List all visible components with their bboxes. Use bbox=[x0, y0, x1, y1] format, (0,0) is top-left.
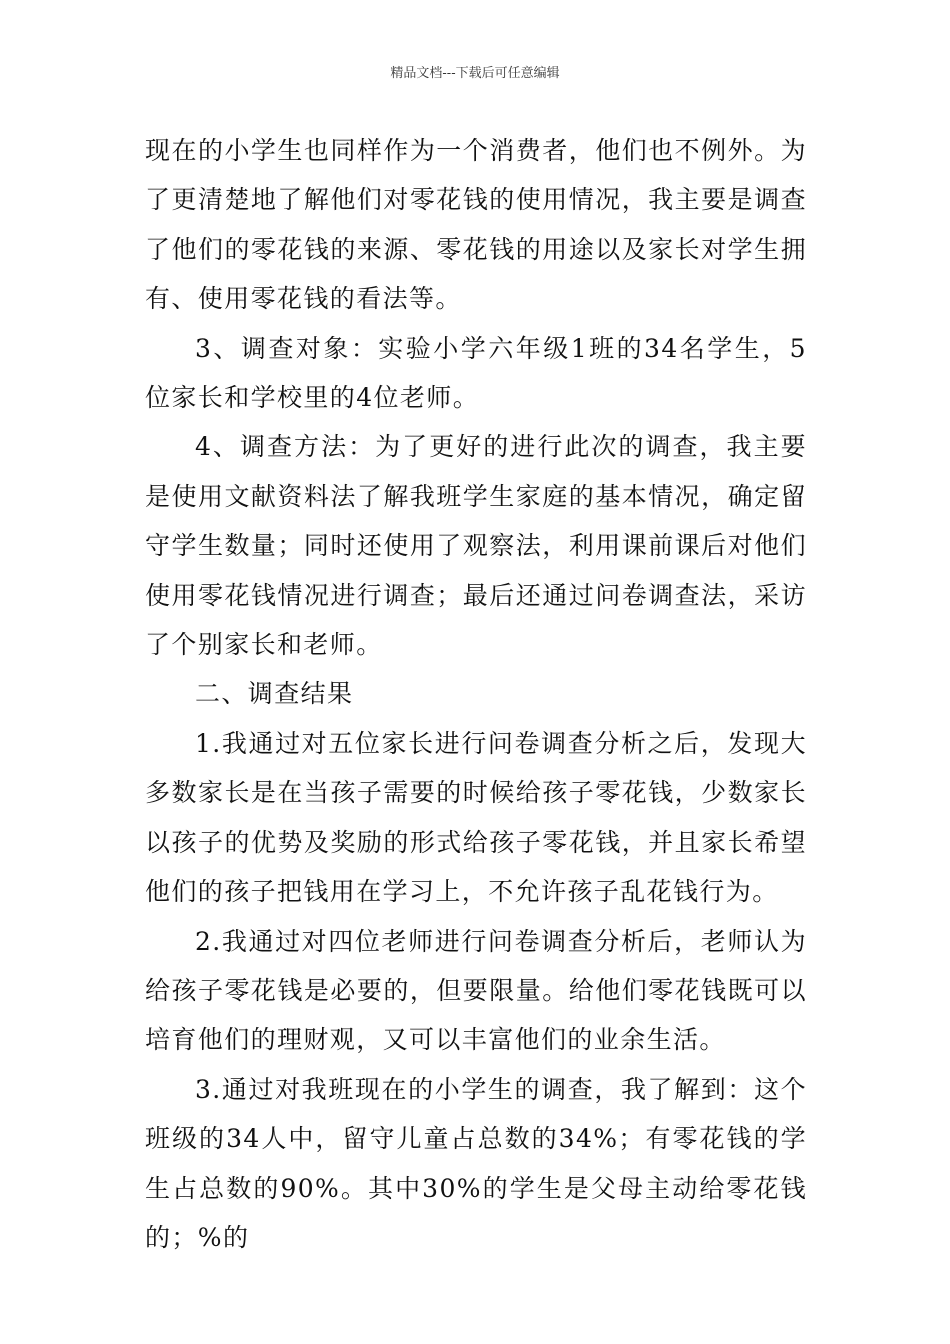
paragraph-result-students: 3.通过对我班现在的小学生的调查，我了解到：这个班级的34人中，留守儿童占总数的34%；有零花钱的学生占总数的90%。其中30%的学生是父母主动给零花钱的；%的 bbox=[145, 1074, 807, 1252]
section-heading-results: 二、调查结果 bbox=[195, 679, 354, 709]
paragraph-survey-methods: 4、调查方法：为了更好的进行此次的调查，我主要是使用文献资料法了解我班学生家庭的基本情况，确定留守学生数量；同时还使用了观察法，利用课前课后对他们使用零花钱情况进行调查；最后还通过问卷调查法，采访了个别家长和老师。 bbox=[145, 432, 807, 660]
paragraph-result-teachers: 2.我通过对四位老师进行问卷调查分析后，老师认为给孩子零花钱是必要的，但要限量。给他们零花钱既可以培育他们的理财观，又可以丰富他们的业余生活。 bbox=[145, 926, 807, 1055]
document-body bbox=[145, 126, 807, 1262]
paragraph-survey-subjects: 3、调查对象：实验小学六年级1班的34名学生，5位家长和学校里的4位老师。 bbox=[145, 333, 807, 413]
paragraph-intro: 现在的小学生也同样作为一个消费者，他们也不例外。为了更清楚地了解他们对零花钱的使用情况，我主要是调查了他们的零花钱的来源、零花钱的用途以及家长对学生拥有、使用零花钱的看法等。 bbox=[145, 136, 807, 314]
paragraph-result-parents: 1.我通过对五位家长进行问卷调查分析之后，发现大多数家长是在当孩子需要的时候给孩子零花钱，少数家长以孩子的优势及奖励的形式给孩子零花钱，并且家长希望他们的孩子把钱用在学习上，不允许孩子乱花钱行为。 bbox=[145, 728, 807, 907]
page-header: 精品文档---下载后可任意编辑 bbox=[390, 66, 560, 81]
